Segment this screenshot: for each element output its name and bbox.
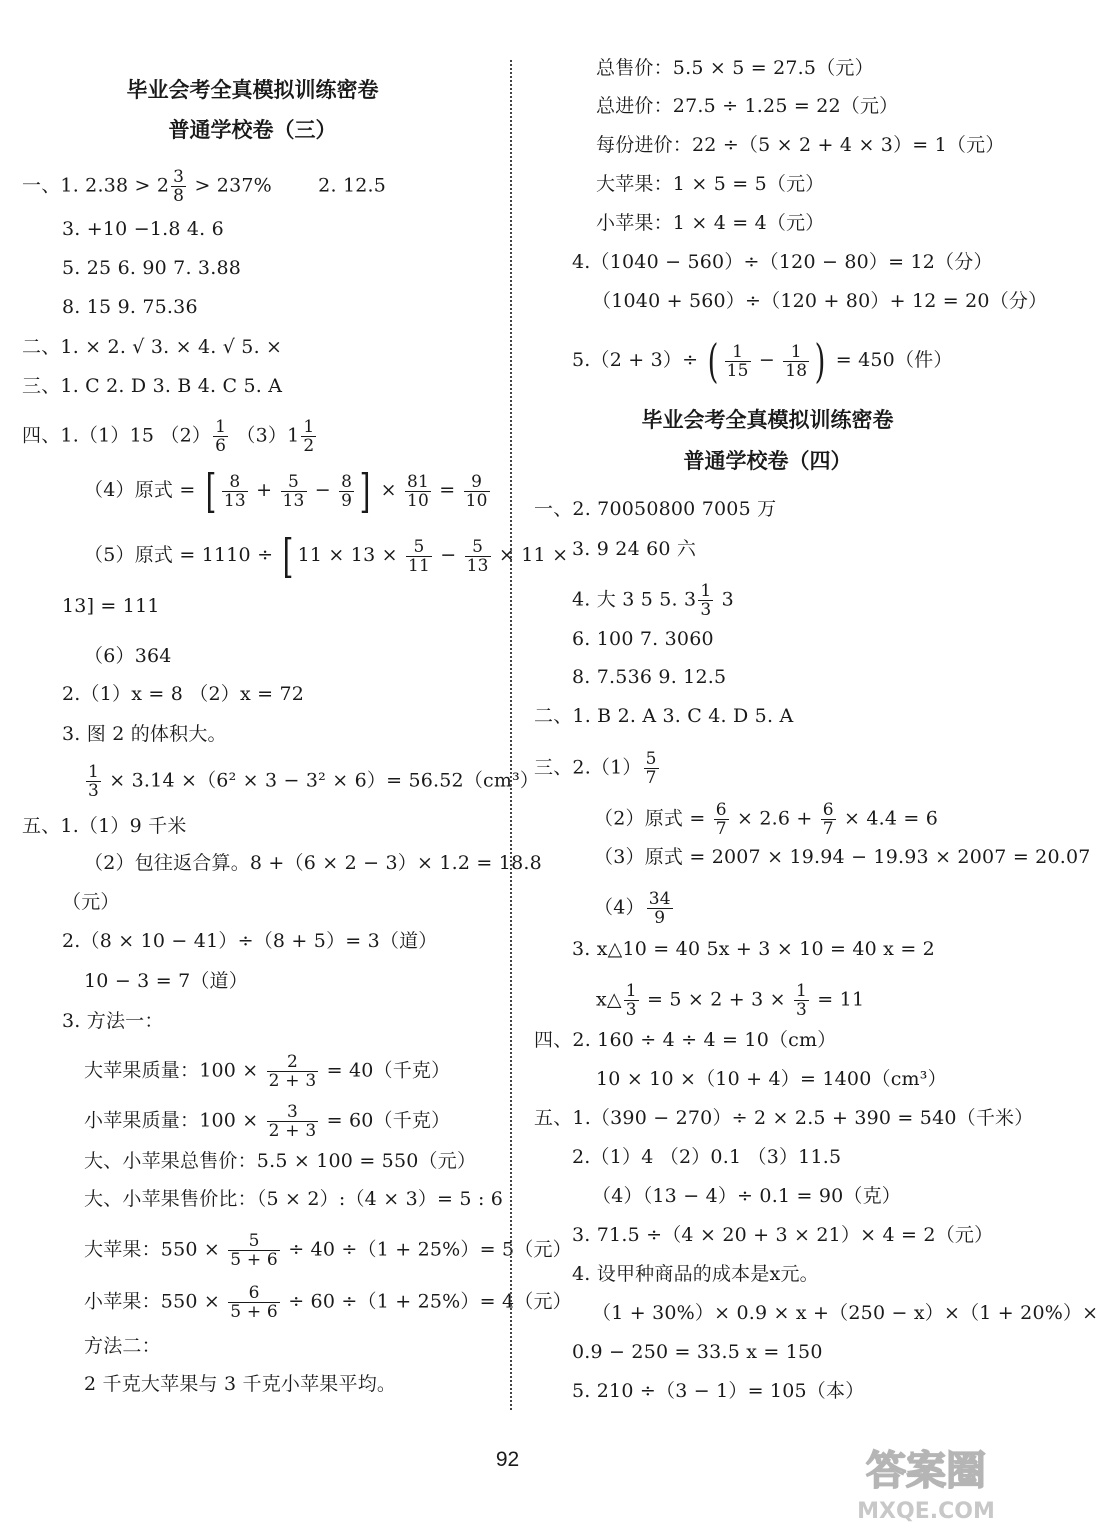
answer-line: 3. 9 24 60 六	[572, 538, 697, 560]
answer-line: 13] = 111	[62, 595, 160, 617]
answer-line: 四、2. 160 ÷ 4 ÷ 4 = 10（cm）	[534, 1029, 837, 1051]
answer-line: 10 × 10 ×（10 + 4）= 1400（cm³）	[596, 1068, 947, 1090]
answer-line: 3. x△10 = 40 5x + 3 × 10 = 40 x = 2	[572, 938, 935, 960]
answer-line: 每份进价：22 ÷（5 × 2 + 4 × 3）= 1（元）	[596, 134, 1005, 156]
answer-line: x△ $\frac{1}{3}$ = 5 × 2 + 3 × $\frac{1}{3}$ = 11	[596, 981, 865, 1020]
answer-line: （1040 + 560）÷（120 + 80）+ 12 = 20（分）	[592, 290, 1048, 312]
answer-line: 2.（1）4 （2）0.1 （3）11.5	[572, 1146, 842, 1168]
exam-title-3: 毕业会考全真模拟训练密卷	[126, 78, 379, 102]
answer-line: （元）	[62, 891, 120, 913]
fraction: $\frac{3}{8}$	[173, 167, 185, 206]
answer-line: 五、1.（390 − 270）÷ 2 × 2.5 + 390 = 540（千米）	[534, 1107, 1034, 1129]
answer-line: （4）原式 = [ $\frac{8}{13}$ + $\frac{5}{13}$ − $\frac{8}{9}$ ] × $\frac{81}{10}$ = $\frac{9}{10}$	[84, 464, 488, 518]
answer-line: 8. 15 9. 75.36	[62, 296, 198, 318]
answer-line: 大苹果：550 × $\frac{5}{5 + 6}$ ÷ 40 ÷（1 + 25%）= 5（元）	[84, 1231, 572, 1270]
answer-line: 0.9 − 250 = 33.5 x = 150	[572, 1341, 823, 1363]
answer-line: 3. +10 −1.8 4. 6	[62, 218, 224, 240]
answer-line: （3）原式 = 2007 × 19.94 − 19.93 × 2007 = 20.07	[594, 846, 1091, 868]
page-number: 92	[495, 1448, 520, 1471]
answer-line: （6）364	[84, 645, 172, 667]
answer-line: 大苹果质量：100 × $\frac{2}{2 + 3}$ = 40（千克）	[84, 1052, 451, 1091]
answer-line: $\frac{1}{3}$ × 3.14 ×（6² × 3 − 3² × 6）= 56.52（cm³）	[88, 762, 540, 801]
watermark-main: 答案圈	[866, 1448, 986, 1494]
answer-line: 小苹果：1 × 4 = 4（元）	[596, 212, 825, 234]
exam-subtitle-4: 普通学校卷（四）	[683, 449, 852, 473]
answer-line: 4.（1040 − 560）÷（120 − 80）= 12（分）	[572, 251, 993, 273]
answer-line: 二、1. B 2. A 3. C 4. D 5. A	[534, 705, 794, 727]
answer-line: （5）原式 = 1110 ÷ [ 11 × 13 × $\frac{5}{11}$ − $\frac{5}{13}$ × 11 ×	[84, 529, 569, 583]
answer-line: 2.（1）x = 8 （2）x = 72	[62, 683, 305, 705]
answer-line: 五、1.（1）9 千米	[22, 815, 187, 837]
answer-line: 总进价：27.5 ÷ 1.25 = 22（元）	[596, 95, 899, 117]
answer-line: 3. 71.5 ÷（4 × 20 + 3 × 21）× 4 = 2（元）	[572, 1224, 994, 1246]
fraction: $\frac{1}{2}$	[303, 417, 315, 456]
watermark-sub: MXQE.COM	[857, 1499, 995, 1524]
answer-line: 大苹果：1 × 5 = 5（元）	[596, 173, 825, 195]
answer-line: （4） $\frac{34}{9}$	[594, 889, 671, 928]
answer-line: 三、2.（1） $\frac{5}{7}$	[534, 749, 657, 788]
answer-line: 大、小苹果售价比：（5 × 2）:（4 × 3）= 5 : 6	[84, 1188, 504, 1210]
answer-line: （2）包往返合算。8 +（6 × 2 − 3）× 1.2 = 18.8	[84, 852, 542, 874]
watermark-logo	[851, 1426, 1001, 1526]
answer-line: 一、1. 2.38 > 2 $\frac{3}{8}$ > 237% 2. 12.5	[22, 167, 387, 206]
answer-line: 5. 210 ÷（3 − 1）= 105（本）	[572, 1380, 865, 1402]
answer-line: 6. 100 7. 3060	[572, 628, 714, 650]
column-divider	[510, 60, 512, 1410]
answer-line: （4）（13 − 4）÷ 0.1 = 90（克）	[592, 1185, 902, 1207]
answer-line: 方法二：	[84, 1335, 161, 1357]
answer-line: 5.（2 + 3）÷ ( $\frac{1}{15}$ − $\frac{1}{18}$ ) = 450（件）	[572, 334, 953, 388]
answer-line: 8. 7.536 9. 12.5	[572, 666, 727, 688]
exam-title-4: 毕业会考全真模拟训练密卷	[641, 408, 894, 432]
answer-line: 2.（8 × 10 − 41）÷（8 + 5）= 3（道）	[62, 930, 438, 952]
answer-line: 二、1. × 2. √ 3. × 4. √ 5. ×	[22, 336, 283, 358]
answer-line: 2 千克大苹果与 3 千克小苹果平均。	[84, 1373, 397, 1395]
answer-line: 总售价：5.5 × 5 = 27.5（元）	[596, 57, 874, 79]
answer-line: （1 + 30%）× 0.9 × x +（250 − x）×（1 + 20%）×	[592, 1302, 1098, 1324]
answer-line: 4. 大 3 5 5. 3 $\frac{1}{3}$ 3	[572, 581, 734, 620]
answer-line: 小苹果质量：100 × $\frac{3}{2 + 3}$ = 60（千克）	[84, 1102, 451, 1141]
answer-line: 3. 方法一：	[62, 1010, 164, 1032]
answer-line: 四、1.（1）15 （2） $\frac{1}{6}$ （3）1 $\frac{1}{2}$	[22, 417, 315, 456]
answer-line: 一、2. 70050800 7005 万	[534, 498, 777, 520]
answer-line: 大、小苹果总售价：5.5 × 100 = 550（元）	[84, 1150, 477, 1172]
answer-line: 10 − 3 = 7（道）	[84, 970, 248, 992]
right-column	[520, 0, 1098, 1536]
answer-line: 5. 25 6. 90 7. 3.88	[62, 257, 242, 279]
answer-line: 4. 设甲种商品的成本是x元。	[572, 1263, 819, 1285]
answer-line: 3. 图 2 的体积大。	[62, 723, 227, 745]
answer-line: 三、1. C 2. D 3. B 4. C 5. A	[22, 375, 283, 397]
answer-line: （2）原式 = $\frac{6}{7}$ × 2.6 + $\frac{6}{7}$ × 4.4 = 6	[594, 800, 939, 839]
exam-subtitle-3: 普通学校卷（三）	[168, 118, 337, 142]
fraction: $\frac{1}{6}$	[215, 417, 227, 456]
answer-line: 小苹果：550 × $\frac{6}{5 + 6}$ ÷ 60 ÷（1 + 25%）= 4（元）	[84, 1283, 572, 1322]
